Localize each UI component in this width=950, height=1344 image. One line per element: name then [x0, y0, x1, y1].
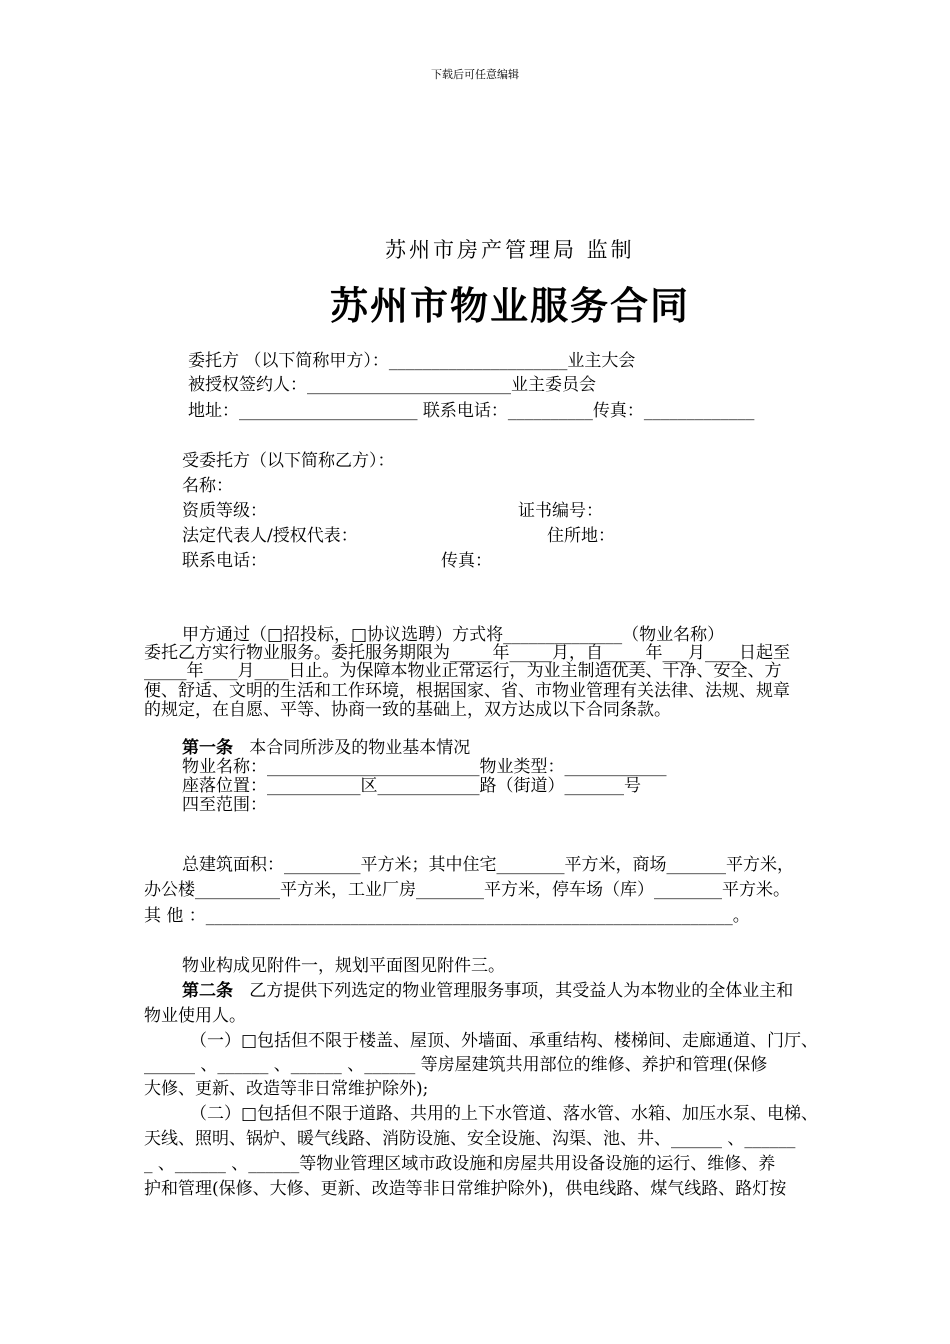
composition-note: 物业构成见附件一，规划平面图见附件三。	[182, 956, 505, 976]
intro-line: 甲方通过（□招投标，□协议选聘）方式将______________（物业名称）	[182, 625, 725, 645]
header-note: 下载后可任意编辑	[431, 68, 519, 81]
item-2-line: _ 、______ 、______等物业管理区域市政设施和房屋共用设备设施的运行、维修、养	[144, 1154, 776, 1174]
item-2-line: 天线、照明、锅炉、暖气线路、消防设施、安全设施、沟渠、池、井、______ 、______	[144, 1129, 796, 1149]
article-2-label: 第二条	[182, 981, 233, 1001]
item-1-line: ______ 、______ 、______ 、______ 等房屋建筑共用部位的维修、养护和管理(保修	[144, 1055, 768, 1075]
article-1-text: 本合同所涉及的物业基本情况	[249, 738, 471, 758]
item-2-line: （二）□包括但不限于道路、共用的上下水管道、落水管、水箱、加压水泵、电梯、	[190, 1104, 819, 1124]
intro-line: 委托乙方实行物业服务。委托服务期限为_____年_____月，自_____年___月____日起至	[144, 643, 790, 663]
intro-line: 便、舒适、文明的生活和工作环境，根据国家、省、市物业管理有关法律、法规、规章	[144, 681, 790, 701]
area-line: 其 他 ：______________________________________________________________。	[144, 906, 750, 926]
area-line: 办公楼__________平方米，工业厂房________平方米，停车场（库）________平方米。	[144, 880, 790, 900]
item-1-line: （一）□包括但不限于楼盖、屋顶、外墙面、承重结构、楼梯间、走廊通道、门厅、	[190, 1031, 819, 1051]
area-line: 总建筑面积：_________平方米；其中住宅________平方米，商场_______平方米，	[182, 855, 794, 875]
party-b-cert-no: 证书编号：	[518, 501, 603, 521]
article-1-line: 座落位置：___________区____________路（街道）_______号	[182, 776, 641, 796]
item-2-line: 护和管理(保修、大修、更新、改造等非日常维护除外)，供电线路、煤气线路、路灯按	[144, 1179, 787, 1199]
party-b-qualification: 资质等级：	[182, 501, 267, 521]
article-2-cont: 物业使用人。	[144, 1006, 246, 1026]
document-title: 苏州市物业服务合同	[329, 284, 690, 328]
party-a-line: 被授权签约人：________________________业主委员会	[188, 375, 596, 395]
party-b-fax: 传真：	[441, 551, 492, 571]
article-2-text: 乙方提供下列选定的物业管理服务事项，其受益人为本物业的全体业主和	[249, 981, 794, 1001]
article-2-heading	[182, 980, 793, 1002]
party-b-legal-rep: 法定代表人/授权代表：	[182, 526, 358, 546]
article-1-line: 物业名称：_________________________物业类型：____________	[182, 757, 667, 777]
party-b-heading: 受委托方（以下简称乙方）：	[182, 451, 395, 471]
party-b-name: 名称：	[182, 476, 233, 496]
supervisor-subtitle: 苏州市房产管理局 监制	[385, 238, 635, 262]
party-a-line: 地址：_____________________ 联系电话：__________传真：_____________	[188, 401, 755, 421]
party-a-line: 委托方 （以下简称甲方）：_____________________业主大会	[188, 351, 636, 371]
party-b-phone: 联系电话：	[182, 551, 267, 571]
party-b-residence: 住所地：	[547, 526, 615, 546]
article-1-line: 四至范围：	[182, 795, 267, 815]
intro-line: 的规定，在自愿、平等、协商一致的基础上，双方达成以下合同条款。	[144, 700, 671, 720]
article-1-label: 第一条	[182, 738, 233, 758]
intro-line: _____年____月____日止。为保障本物业正常运行，为业主制造优美、干净、安全、方	[144, 661, 782, 681]
item-1-line: 大修、更新、改造等非日常维护除外);	[144, 1079, 429, 1099]
